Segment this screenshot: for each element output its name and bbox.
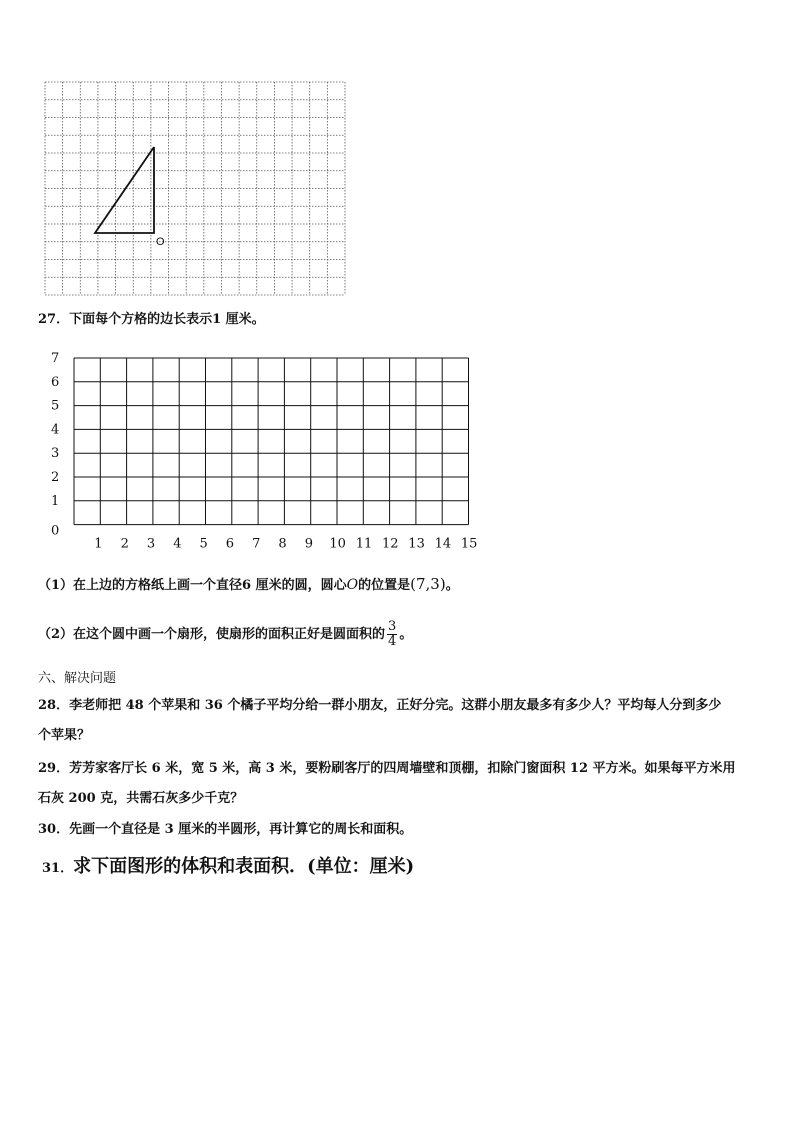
x-tick-label: 12 bbox=[382, 536, 399, 552]
y-tick-label: 6 bbox=[51, 374, 60, 390]
question-31-number: 31． bbox=[42, 861, 74, 876]
x-tick-label: 7 bbox=[252, 536, 261, 552]
fraction-numerator: 3 bbox=[388, 619, 397, 634]
y-tick-label: 7 bbox=[51, 351, 60, 366]
x-tick-label: 10 bbox=[329, 536, 346, 552]
part1-text-b: 的位置是 bbox=[358, 578, 411, 593]
center-coordinate: (7,3) bbox=[410, 575, 446, 593]
question-30: 30．先画一个直径是 3 厘米的半圆形，再计算它的周长和面积。 bbox=[38, 822, 413, 837]
x-tick-label: 15 bbox=[460, 536, 478, 552]
x-tick-label: 4 bbox=[173, 536, 182, 552]
y-tick-label: 4 bbox=[51, 422, 60, 438]
question-27-part-1 bbox=[38, 575, 459, 595]
x-tick-label: 1 bbox=[94, 536, 103, 552]
question-31 bbox=[42, 852, 414, 878]
coordinate-grid-lines bbox=[74, 358, 469, 525]
question-28-line-2: 个苹果？ bbox=[38, 728, 91, 743]
x-axis-labels bbox=[94, 537, 477, 552]
triangle-shape bbox=[95, 147, 154, 233]
x-tick-label: 14 bbox=[434, 536, 452, 552]
x-tick-label: 3 bbox=[146, 536, 156, 552]
x-tick-label: 8 bbox=[278, 536, 287, 552]
question-27-part-2 bbox=[38, 620, 412, 649]
x-tick-label: 5 bbox=[199, 536, 208, 552]
y-axis-labels bbox=[51, 351, 59, 539]
triangle-grid-figure bbox=[44, 81, 346, 297]
section-6-title: 六、解决问题 bbox=[38, 671, 117, 686]
question-29-line-1: 29．芳芳家客厅长 6 米，宽 5 米，高 3 米，要粉刷客厅的四周墙壁和顶棚，扣除门窗面积 12 平方米。如果每平方米用 bbox=[38, 761, 736, 776]
y-tick-label: 5 bbox=[51, 398, 60, 414]
center-o: O bbox=[346, 577, 359, 593]
x-tick-label: 2 bbox=[120, 536, 129, 552]
coordinate-grid-figure bbox=[46, 349, 486, 555]
x-tick-label: 11 bbox=[355, 536, 373, 552]
part1-end: 。 bbox=[445, 578, 459, 593]
part2-end: 。 bbox=[399, 627, 413, 642]
part2-text: （2）在这个圆中画一个扇形，使扇形的面积正好是圆面积的 bbox=[38, 627, 386, 642]
x-tick-label: 13 bbox=[408, 536, 425, 552]
y-tick-label: 1 bbox=[51, 493, 60, 509]
part1-text-a: （1）在上边的方格纸上画一个直径6 厘米的圆，圆心 bbox=[38, 578, 347, 593]
question-27-text: 27．下面每个方格的边长表示1 厘米。 bbox=[38, 312, 265, 327]
dotted-grid-lines bbox=[45, 82, 345, 295]
question-28-line-1: 28．李老师把 48 个苹果和 36 个橘子平均分给一群小朋友，正好分完。这群小朋友最多有多少人？平均每人分到多少 bbox=[38, 698, 722, 713]
question-31-text: 求下面图形的体积和表面积．(单位：厘米) bbox=[73, 856, 415, 877]
fraction-denominator: 4 bbox=[388, 634, 397, 649]
fraction-three-quarters bbox=[387, 620, 397, 649]
vertex-label-o: O bbox=[156, 236, 165, 248]
x-tick-label: 9 bbox=[304, 536, 313, 552]
y-tick-label: 0 bbox=[51, 523, 60, 539]
question-29-line-2: 石灰 200 克，共需石灰多少千克？ bbox=[38, 791, 244, 806]
y-tick-label: 2 bbox=[51, 470, 60, 485]
y-tick-label: 3 bbox=[51, 446, 60, 462]
x-tick-label: 6 bbox=[225, 536, 235, 552]
